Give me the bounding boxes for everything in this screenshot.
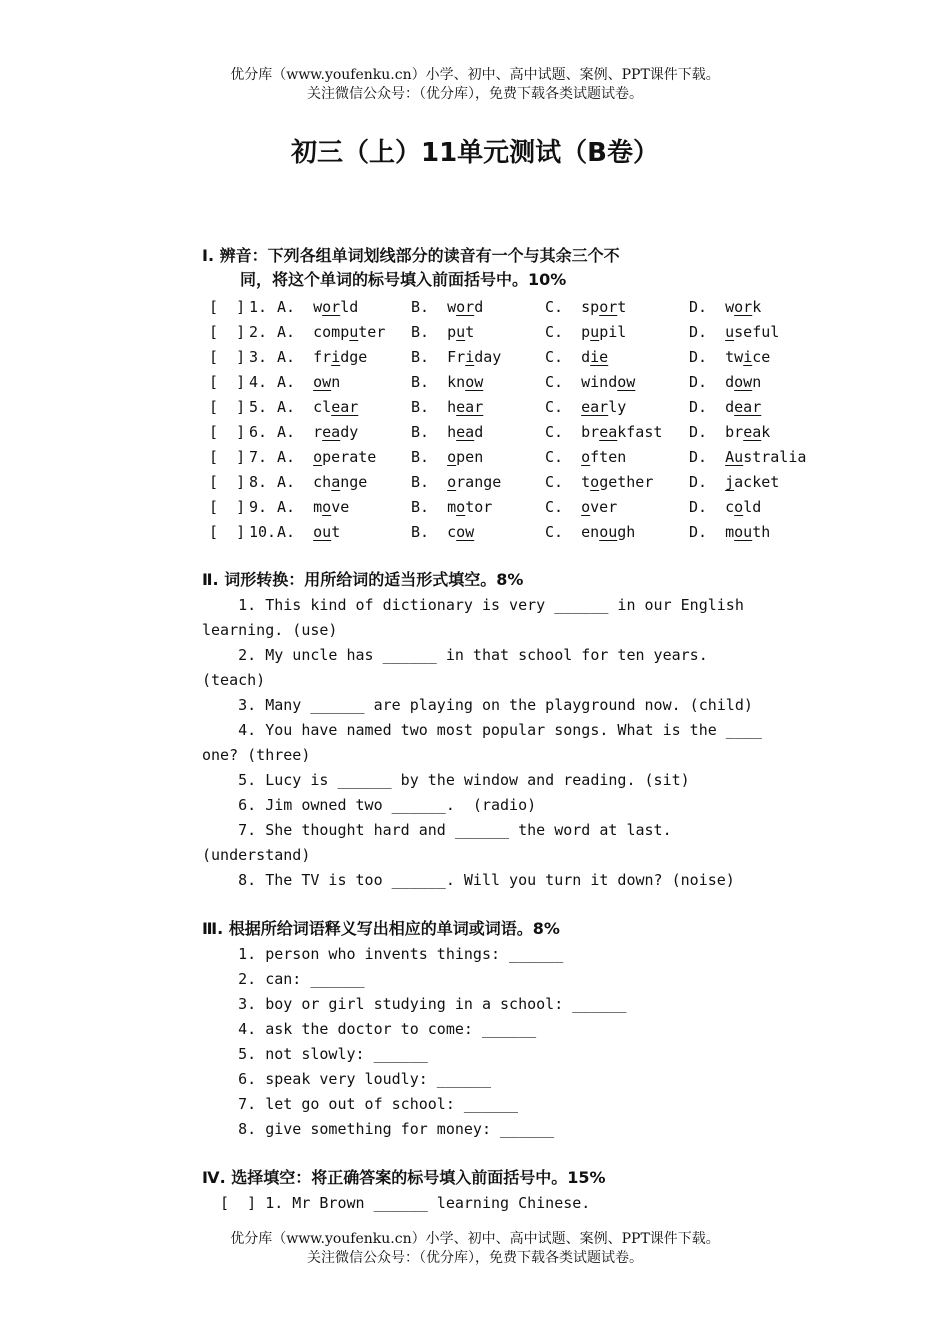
option-c: C. window — [545, 373, 636, 391]
question-number: 9. — [249, 498, 268, 516]
section2-line: 4. You have named two most popular songs. What is the ____ — [202, 721, 762, 739]
option-a: A. world — [277, 298, 359, 316]
section3-line: 6. speak very loudly: ______ — [202, 1070, 491, 1088]
section1-row — [209, 520, 849, 545]
section2-line: 2. My uncle has ______ in that school for ten years. — [202, 646, 708, 664]
option-c: C. over — [545, 498, 618, 516]
answer-bracket: [ ] — [209, 398, 246, 416]
section1-row — [209, 445, 849, 470]
answer-bracket: [ ] — [209, 473, 246, 491]
answer-bracket: [ ] — [209, 348, 246, 366]
option-c: C. enough — [545, 523, 636, 541]
section3-line: 8. give something for money: ______ — [202, 1120, 555, 1138]
question-number: 8. — [249, 473, 268, 491]
section2-line: (understand) — [202, 846, 311, 864]
option-d: D. break — [689, 423, 771, 441]
answer-bracket: [ ] — [209, 373, 246, 391]
section3-line: 4. ask the doctor to come: ______ — [202, 1020, 537, 1038]
answer-bracket: [ ] — [209, 498, 246, 516]
option-d: D. down — [689, 373, 762, 391]
option-d: D. dear — [689, 398, 762, 416]
page-header-line1: 优分库（www.youfenku.cn）小学、初中、高中试题、案例、PPT课件下载。 — [230, 67, 720, 83]
option-a: A. ready — [277, 423, 359, 441]
section2-line: one? (three) — [202, 746, 311, 764]
section2-line: 8. The TV is too ______. Will you turn it down? (noise) — [202, 871, 735, 889]
section1-row — [209, 420, 849, 445]
option-b: B. word — [411, 298, 484, 316]
option-d: D. Australia — [689, 448, 807, 466]
option-b: B. head — [411, 423, 484, 441]
option-b: B. Friday — [411, 348, 502, 366]
question-number: 10. — [249, 523, 277, 541]
option-a: A. change — [277, 473, 368, 491]
page-footer-line2: 关注微信公众号：（优分库），免费下载各类试题试卷。 — [307, 1250, 643, 1266]
option-a: A. move — [277, 498, 350, 516]
section2-line: 3. Many ______ are playing on the playground now. (child) — [202, 696, 753, 714]
option-d: D. work — [689, 298, 762, 316]
section1-row — [209, 345, 849, 370]
option-b: B. know — [411, 373, 484, 391]
question-number: 2. — [249, 323, 268, 341]
section4-question-1: [ ] 1. Mr Brown ______ learning Chinese. — [202, 1194, 591, 1212]
option-c: C. pupil — [545, 323, 627, 341]
question-number: 7. — [249, 448, 268, 466]
section2-line: 7. She thought hard and ______ the word at last. — [202, 821, 672, 839]
question-number: 5. — [249, 398, 268, 416]
section1-row — [209, 295, 849, 320]
answer-bracket: [ ] — [209, 448, 246, 466]
option-c: C. often — [545, 448, 627, 466]
answer-bracket: [ ] — [209, 298, 246, 316]
section3-line: 1. person who invents things: ______ — [202, 945, 564, 963]
option-c: C. together — [545, 473, 654, 491]
section4-heading: Ⅳ. 选择填空：将正确答案的标号填入前面括号中。15% — [202, 1168, 606, 1187]
section3-heading: Ⅲ. 根据所给词语释义写出相应的单词或词语。8% — [202, 919, 560, 938]
question-number: 4. — [249, 373, 268, 391]
section1-heading-line2: 同，将这个单词的标号填入前面括号中。10% — [240, 270, 567, 289]
section1-row — [209, 320, 849, 345]
option-a: A. clear — [277, 398, 359, 416]
option-b: B. put — [411, 323, 475, 341]
section1-row — [209, 395, 849, 420]
answer-bracket: [ ] — [209, 323, 246, 341]
section1-row — [209, 370, 849, 395]
section2-line: learning. (use) — [202, 621, 338, 639]
option-d: D. mouth — [689, 523, 771, 541]
answer-bracket: [ ] — [209, 523, 246, 541]
option-a: A. operate — [277, 448, 377, 466]
section1-row — [209, 470, 849, 495]
option-c: C. early — [545, 398, 627, 416]
option-a: A. computer — [277, 323, 386, 341]
section3-line: 3. boy or girl studying in a school: ______ — [202, 995, 627, 1013]
option-d: D. cold — [689, 498, 762, 516]
answer-bracket: [ ] — [209, 423, 246, 441]
section3-line: 2. can: ______ — [202, 970, 365, 988]
section2-heading: Ⅱ. 词形转换：用所给词的适当形式填空。8% — [202, 570, 524, 589]
option-d: D. twice — [689, 348, 771, 366]
page-header-line2: 关注微信公众号：（优分库），免费下载各类试题试卷。 — [307, 86, 643, 102]
option-b: B. cow — [411, 523, 475, 541]
option-a: A. out — [277, 523, 341, 541]
option-c: C. breakfast — [545, 423, 663, 441]
section3-line: 5. not slowly: ______ — [202, 1045, 428, 1063]
option-b: B. motor — [411, 498, 493, 516]
section2-line: (teach) — [202, 671, 266, 689]
question-number: 1. — [249, 298, 268, 316]
question-number: 6. — [249, 423, 268, 441]
section3-line: 7. let go out of school: ______ — [202, 1095, 519, 1113]
section1-row — [209, 495, 849, 520]
option-b: B. open — [411, 448, 484, 466]
option-a: A. fridge — [277, 348, 368, 366]
option-d: D. useful — [689, 323, 780, 341]
option-c: C. die — [545, 348, 609, 366]
option-a: A. own — [277, 373, 341, 391]
section2-line: 6. Jim owned two ______. (radio) — [202, 796, 537, 814]
option-c: C. sport — [545, 298, 627, 316]
question-number: 3. — [249, 348, 268, 366]
option-d: D. jacket — [689, 473, 780, 491]
section2-line: 5. Lucy is ______ by the window and reading. (sit) — [202, 771, 690, 789]
option-b: B. hear — [411, 398, 484, 416]
section2-line: 1. This kind of dictionary is very ______ in our English — [202, 596, 744, 614]
section1-heading-line1: Ⅰ. 辨音：下列各组单词划线部分的读音有一个与其余三个不 — [202, 246, 620, 265]
page-title: 初三（上）11单元测试（B卷） — [291, 138, 659, 168]
option-b: B. orange — [411, 473, 502, 491]
page-footer-line1: 优分库（www.youfenku.cn）小学、初中、高中试题、案例、PPT课件下载。 — [230, 1231, 720, 1247]
